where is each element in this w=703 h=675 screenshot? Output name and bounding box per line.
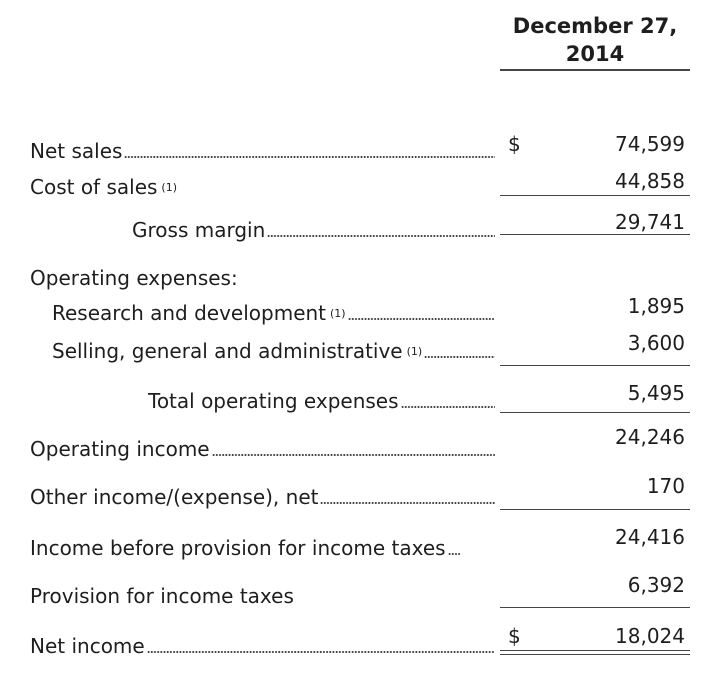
row-label: Net sales [30,139,123,163]
leader-dots [124,154,495,160]
row-label: Cost of sales [30,175,158,199]
row-value: 5,495 [627,381,685,405]
leader-dots [348,316,495,322]
currency-symbol: $ [508,624,521,648]
column-header [500,12,690,68]
footnote-marker: (1) [330,307,346,320]
row-value: 24,416 [615,525,685,549]
subtotal-rule [500,509,690,510]
row-net-sales [0,132,703,164]
subtotal-rule [500,607,690,608]
column-header-line1: December 27, [512,14,678,38]
row-value: 18,024 [615,624,685,648]
row-cost-of-sales [0,170,703,202]
subtotal-rule [500,365,690,366]
row-income-before-taxes [0,525,703,564]
row-label: Operating income [30,437,210,461]
leader-dots [267,233,495,239]
row-value: 44,858 [615,169,685,193]
row-operating-income [0,425,703,465]
row-label: Research and development [52,301,327,325]
row-value: 170 [646,474,685,498]
leader-dots [212,452,495,458]
subtotal-rule [500,412,690,413]
row-label: Income before provision for income taxes [30,536,446,560]
row-value: 1,895 [627,294,685,318]
row-research-development [0,294,703,329]
section-heading: Operating expenses: [30,266,238,290]
leader-dots [320,500,495,506]
leader-dots [147,649,495,655]
row-label: Other income/(expense), net [30,485,319,509]
subtotal-rule [500,234,690,235]
leader-dots [401,404,495,410]
row-value: 74,599 [615,132,685,156]
row-net-income [0,624,703,662]
column-header-line2: 2014 [565,42,625,66]
subtotal-rule [500,195,690,196]
row-label: Gross margin [132,218,266,242]
footnote-marker: (1) [161,181,178,194]
row-gross-margin [0,210,703,245]
row-label: Provision for income taxes [30,584,294,608]
row-value: 29,741 [615,210,685,234]
row-value: 3,600 [627,331,685,355]
row-label: Net income [30,634,145,658]
row-label: Selling, general and administrative [52,339,403,363]
row-value: 6,392 [627,573,685,597]
row-selling-general-admin [0,331,703,367]
row-value: 24,246 [615,425,685,449]
header-rule [500,69,690,71]
leader-dots [448,551,460,557]
total-double-rule [500,650,690,655]
currency-symbol: $ [508,132,521,156]
leader-dots [424,354,495,360]
footnote-marker: (1) [406,345,423,358]
row-operating-expenses-heading [0,262,703,294]
row-label: Total operating expenses [148,389,399,413]
